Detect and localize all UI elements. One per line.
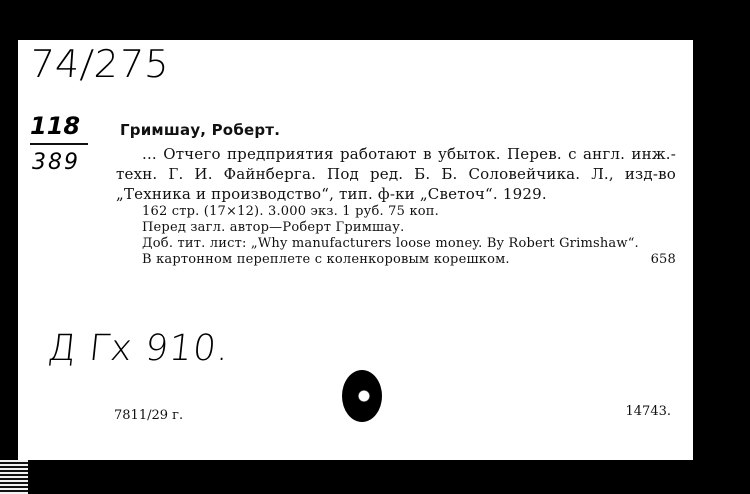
card-punch-hole	[342, 370, 382, 422]
accession-number: 7811/29 г.	[114, 408, 184, 423]
author-note: Перед загл. автор—Роберт Гримшау.	[142, 220, 405, 235]
scan-edge-artifact	[0, 460, 28, 494]
card-number: 14743.	[625, 404, 671, 419]
added-title-note: Доб. тит. лист: „Why manufacturers loose money. By Robert Grimshaw“.	[142, 236, 639, 251]
catalog-entry	[116, 120, 676, 268]
title-description: ... Отчего предприятия работают в убыток. Перев. с англ. инж.-техн. Г. И. Файнберга. Под ред. Б. Б. Соловейчика. Л., изд-во „Техника и производство“, тип. ф-ки „Светоч“. 1929.	[116, 145, 676, 203]
handwritten-location-code: Д Гх 910.	[45, 328, 232, 369]
binding-number: 658	[650, 252, 676, 267]
handwritten-shelf-mark-top: 118	[30, 112, 81, 140]
handwritten-shelf-mark-bottom: 389	[32, 150, 80, 175]
binding-note: В картонном переплете с коленкоровым корешком.	[142, 252, 510, 267]
physical-description: 162 стр. (17×12). 3.000 экз. 1 руб. 75 коп.	[142, 204, 439, 219]
handwritten-call-number: 74/275	[28, 42, 172, 86]
author-heading: Гримшау, Роберт.	[120, 121, 281, 139]
binding-row	[116, 252, 676, 268]
catalog-card	[18, 40, 693, 460]
shelf-mark-divider	[30, 143, 88, 145]
